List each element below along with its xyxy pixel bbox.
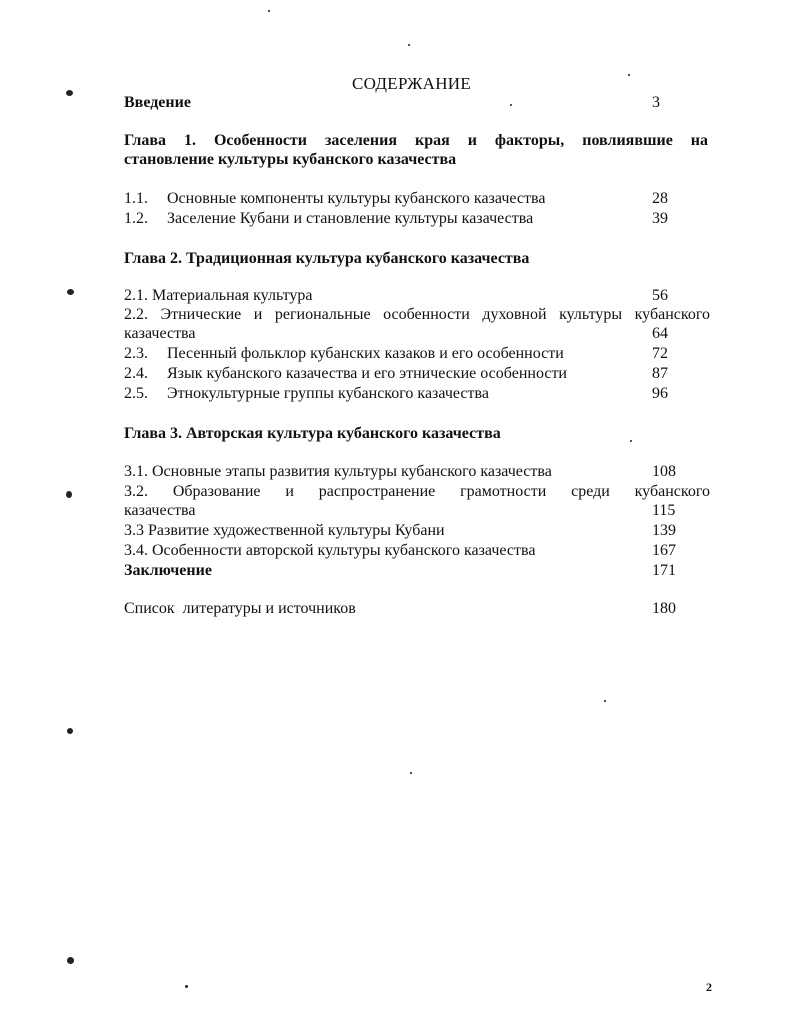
scan-speck bbox=[630, 440, 632, 442]
entry-text: Заселение Кубани и становление культуры казачества bbox=[167, 210, 534, 227]
entry-page: 115 bbox=[652, 502, 676, 519]
entry-text: Язык кубанского казачества и его этнические особенности bbox=[167, 365, 567, 382]
entry-page: 28 bbox=[652, 190, 668, 207]
scan-mark bbox=[67, 728, 73, 734]
toc-entry-3-2-cont: казачества bbox=[124, 502, 196, 519]
scan-speck bbox=[510, 104, 512, 106]
scan-mark bbox=[66, 491, 72, 498]
toc-entry-3-3: 3.3 Развитие художественной культуры Кубани bbox=[124, 522, 445, 539]
intro-label: Введение bbox=[124, 94, 191, 111]
bibliography-label: Список литературы и источников bbox=[124, 600, 356, 617]
toc-entry-1-2 bbox=[124, 209, 533, 228]
scan-speck bbox=[268, 10, 270, 12]
page-number: 2 bbox=[706, 980, 712, 994]
entry-page: 167 bbox=[652, 542, 676, 559]
toc-entry-1-1 bbox=[124, 189, 545, 208]
entry-text: Песенный фольклор кубанских казаков и его особенности bbox=[167, 345, 564, 362]
entry-number: 1.1. bbox=[124, 190, 148, 207]
toc-entry-3-4: 3.4. Особенности авторской культуры кубанского казачества bbox=[124, 542, 536, 559]
toc-entry-2-1: 2.1. Материальная культура bbox=[124, 287, 313, 304]
chapter3-title: Глава 3. Авторская культура кубанского казачества bbox=[124, 425, 501, 442]
scan-speck bbox=[410, 772, 412, 774]
entry-number: 2.4. bbox=[124, 365, 148, 382]
entry-page: 96 bbox=[652, 385, 668, 402]
scan-mark bbox=[67, 289, 74, 295]
scan-speck bbox=[185, 985, 188, 988]
scan-speck bbox=[408, 44, 410, 46]
scan-speck bbox=[604, 700, 606, 702]
entry-page: 108 bbox=[652, 463, 676, 480]
entry-page: 72 bbox=[652, 345, 668, 362]
entry-page: 87 bbox=[652, 365, 668, 382]
scan-mark bbox=[66, 90, 73, 96]
scan-mark bbox=[67, 957, 74, 964]
chapter2-title: Глава 2. Традиционная культура кубанского казачества bbox=[124, 250, 530, 267]
toc-entry-3-2: 3.2. Образование и распространение грамотности среди кубанского bbox=[124, 483, 710, 500]
toc-entry-3-1: 3.1. Основные этапы развития культуры кубанского казачества bbox=[124, 463, 552, 480]
chapter1-title-cont: становление культуры кубанского казачества bbox=[124, 151, 457, 168]
entry-page: 64 bbox=[652, 325, 668, 342]
toc-entry-2-2-cont: казачества bbox=[124, 325, 196, 342]
entry-number: 1.2. bbox=[124, 210, 148, 227]
intro-page: 3 bbox=[652, 94, 660, 111]
toc-entry-2-5 bbox=[124, 384, 489, 403]
toc-entry-2-2: 2.2. Этнические и региональные особенности духовной культуры кубанского bbox=[124, 306, 710, 323]
entry-page: 56 bbox=[652, 287, 668, 304]
conclusion-page: 171 bbox=[652, 562, 676, 579]
conclusion-label: Заключение bbox=[124, 562, 212, 579]
entry-number: 2.5. bbox=[124, 385, 148, 402]
chapter1-title: Глава 1. Особенности заселения края и факторы, повлиявшие на bbox=[124, 132, 708, 149]
entry-page: 139 bbox=[652, 522, 676, 539]
scan-speck bbox=[628, 74, 630, 76]
entry-number: 2.3. bbox=[124, 345, 148, 362]
entry-text: Этнокультурные группы кубанского казачества bbox=[167, 385, 489, 402]
entry-page: 39 bbox=[652, 210, 668, 227]
toc-entry-2-3 bbox=[124, 344, 564, 363]
bibliography-page: 180 bbox=[652, 600, 676, 617]
entry-text: Основные компоненты культуры кубанского казачества bbox=[167, 190, 546, 207]
toc-entry-2-4 bbox=[124, 364, 567, 383]
toc-heading: СОДЕРЖАНИЕ bbox=[352, 74, 472, 93]
